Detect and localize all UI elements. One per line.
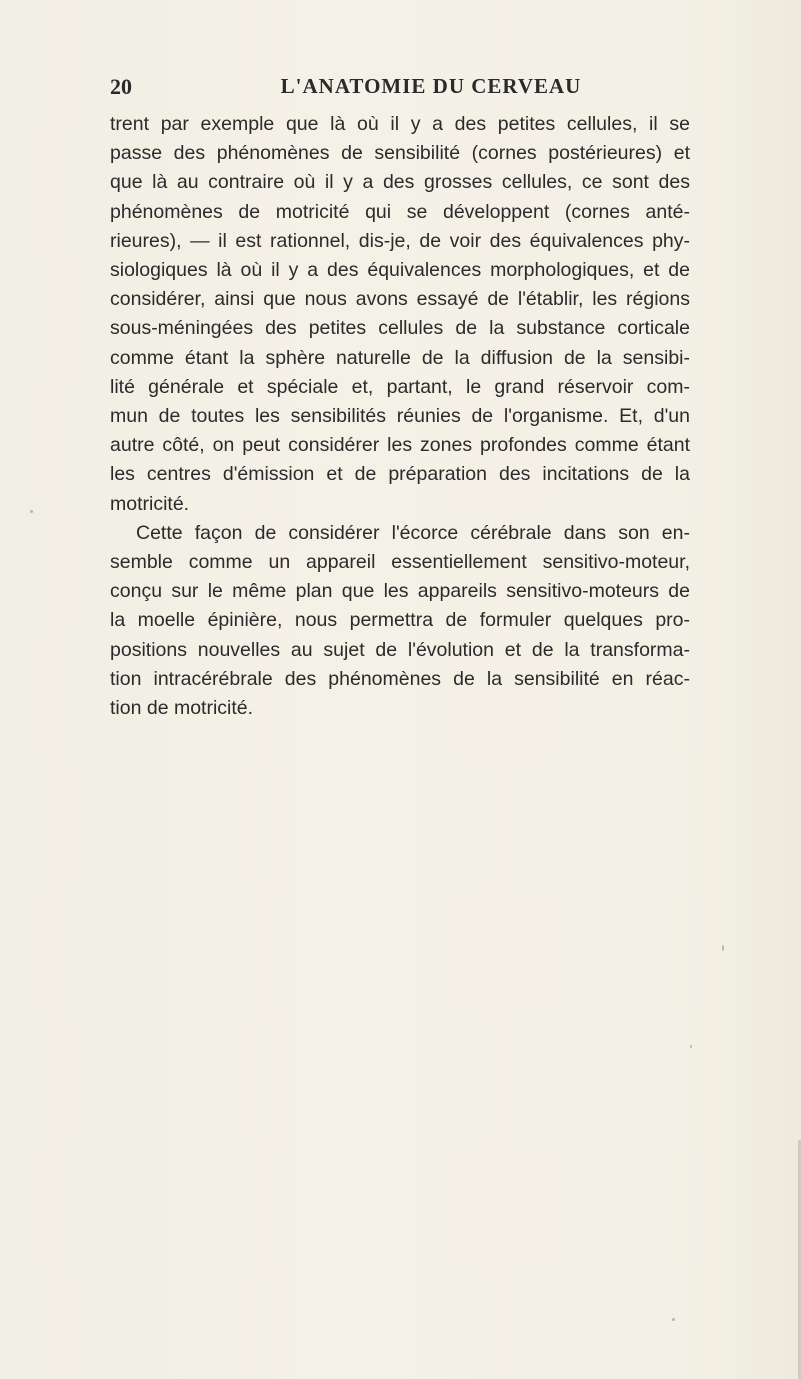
text-line: sous-méningées des petites cellules de la substance corticale xyxy=(110,317,690,340)
paper-speck xyxy=(722,945,724,951)
text-line: rieures), — il est rationnel, dis-je, de voir des équivalences phy- xyxy=(110,229,690,252)
text-line: Cette façon de considérer l'écorce cérébrale dans son en- xyxy=(136,521,690,544)
text-line: comme étant la sphère naturelle de la diffusion de la sensibi- xyxy=(110,346,690,369)
text-line: motricité. xyxy=(110,492,190,515)
text-line: tion de motricité. xyxy=(110,697,254,720)
text-line: considérer, ainsi que nous avons essayé de l'établir, les régions xyxy=(110,288,690,311)
text-line: conçu sur le même plan que les appareils sensitivo-moteurs de xyxy=(110,580,690,603)
paper-speck xyxy=(30,510,33,513)
text-line: positions nouvelles au sujet de l'évolution et de la transforma- xyxy=(110,638,690,661)
text-line: semble comme un appareil essentiellement sensitivo-moteur, xyxy=(110,551,690,574)
text-line: tion intracérébrale des phénomènes de la sensibilité en réac- xyxy=(110,667,690,690)
text-line: autre côté, on peut considérer les zones profondes comme étant xyxy=(110,434,690,457)
text-line: lité générale et spéciale et, partant, le grand réservoir com- xyxy=(110,375,690,398)
text-line: que là au contraire où il y a des grosses cellules, ce sont des xyxy=(110,171,690,194)
body-text xyxy=(110,110,690,723)
text-line: siologiques là où il y a des équivalences morphologiques, et de xyxy=(110,259,690,282)
page-header xyxy=(110,74,700,108)
text-line: trent par exemple que là où il y a des petites cellules, il se xyxy=(110,113,690,135)
page-number: 20 xyxy=(110,74,132,99)
text-line: les centres d'émission et de préparation des incitations de la xyxy=(110,463,690,486)
text-line: la moelle épinière, nous permettra de formuler quelques pro- xyxy=(110,609,690,632)
paragraph-1 xyxy=(110,110,690,519)
paper-speck xyxy=(690,1045,692,1048)
paper-speck xyxy=(672,1318,675,1321)
text-line: phénomènes de motricité qui se développent (cornes anté- xyxy=(110,200,690,223)
text-line: mun de toutes les sensibilités réunies de l'organisme. Et, d'un xyxy=(110,405,690,428)
text-line: passe des phénomènes de sensibilité (cornes postérieures) et xyxy=(110,142,690,165)
paragraph-2 xyxy=(110,519,690,723)
running-title: L'ANATOMIE DU CERVEAU xyxy=(280,74,582,98)
